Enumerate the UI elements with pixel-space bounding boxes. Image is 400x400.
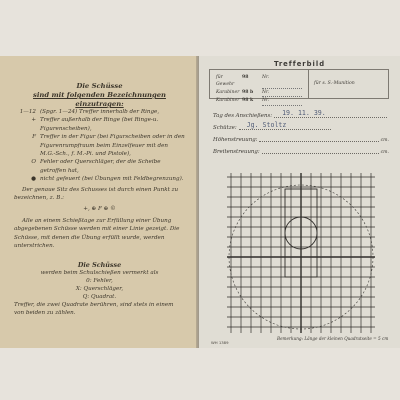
weapon-divider <box>308 70 309 98</box>
print-mark: WH 1389 <box>211 340 229 345</box>
instructions-body <box>14 108 185 251</box>
shooter-signature: Jg. Stoltz <box>239 121 331 130</box>
notes-heading: Die Schüsse <box>77 261 122 269</box>
school-shooting-notes: Die Schüsse werden beim Schulschießen vermerkt als 0: Fehler, X: Querschläger, Q: Quadrat. Treffer, die zwei Quadrate berühren, sind stets in einem von beiden zu zählen. <box>14 261 185 317</box>
instructions-title: Die Schüsse sind mit folgenden Bezeichnungen einzutragen: <box>33 82 166 108</box>
instruction-row: F Treffer in der Figur (bei Figurscheiben oder in den Figurenrumpfraum beim Einzelfeuer mit den M.G.-Sch., f. M.-Pi. und Pistole), <box>32 134 185 158</box>
left-page <box>0 56 198 348</box>
width-spread-field: Breitenstreuung: cm. <box>213 149 389 155</box>
target-title: Trefferbild <box>273 60 326 68</box>
instruction-paragraph: Der genaue Sitz des Schusses ist durch einen Punkt zu bezeichnen, z. B.: <box>14 186 179 202</box>
weapon-box <box>209 69 389 104</box>
target-grid-svg <box>227 173 375 333</box>
instruction-row: + Treffer außerhalb der Ringe (bei Ringe-u. Figurenscheiben), <box>31 117 159 132</box>
grid-note: Bemerkung: Länge der kleinen Quadratseite = 5 cm <box>277 336 389 341</box>
date-value: 19. 11. 39. <box>274 109 387 118</box>
instruction-row: ● nicht gefeuert (bei Übungen mit Feldbegrenzung). <box>31 176 184 183</box>
pay-book-spread <box>0 56 400 348</box>
shooter-field: Schütze: Jg. Stoltz <box>213 119 389 131</box>
weapon-row: für Gewehr 98 Nr. <box>216 74 302 89</box>
date-field: Tag des Anschießens: 19. 11. 39. <box>213 107 389 119</box>
height-spread-field: Höhenstreuung: cm. <box>213 137 389 143</box>
example-symbols: +, ⊕ F ⊕ © <box>83 206 116 213</box>
instruction-paragraph: Alle an einem Schießtage zur Erfüllung einer Übung abgegebenen Schüsse werden mit einer Linie gezeigt. Die Schüsse, mit denen die Übung erfüllt wurde, werden unterstrichen. <box>14 217 180 250</box>
munition-label: für s. S.-Munition <box>314 81 355 86</box>
instruction-row: 1—12 (Spgr. 1—24) Treffer innerhalb der Ringe, <box>19 109 160 115</box>
weapon-list <box>216 74 302 106</box>
right-page <box>199 56 400 348</box>
instruction-row: O Fehler oder Querschläger, der die Scheibe getroffen hat, <box>31 159 161 174</box>
weapon-row: Karabiner 98 k Nr. <box>216 97 302 105</box>
target-grid <box>227 173 375 333</box>
weapon-row: Karabiner 98 b Nr. <box>216 89 302 97</box>
zeroing-fields <box>213 107 389 155</box>
